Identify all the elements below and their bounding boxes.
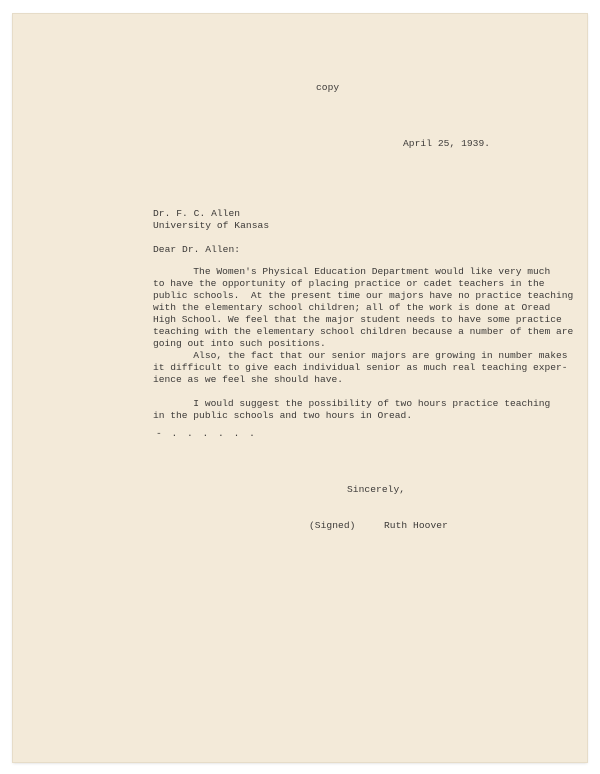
- paragraph-line: teaching with the elementary school children because a number of them are: [153, 326, 574, 337]
- recipient-institution: University of Kansas: [153, 220, 270, 231]
- letter-date: April 25, 1939.: [403, 138, 491, 149]
- paragraph-line: High School. We feel that the major student needs to have some practice: [153, 314, 562, 325]
- paragraph-line: going out into such positions.: [153, 338, 326, 349]
- paragraph-line: ience as we feel she should have.: [153, 374, 343, 385]
- body-paragraph-2: [153, 350, 568, 386]
- omission-ellipsis: - . . . . . .: [156, 428, 257, 439]
- paragraph-line: public schools. At the present time our majors have no practice teaching: [153, 290, 574, 301]
- signed-note: (Signed): [309, 520, 356, 531]
- salutation: Dear Dr. Allen:: [153, 244, 241, 255]
- paragraph-line: I would suggest the possibility of two hours practice teaching: [153, 398, 551, 409]
- signer-name: Ruth Hoover: [384, 520, 448, 531]
- recipient-name: Dr. F. C. Allen: [153, 208, 241, 219]
- paragraph-line: Also, the fact that our senior majors are growing in number makes: [153, 350, 568, 361]
- body-paragraph-3: [153, 398, 550, 422]
- paragraph-line: it difficult to give each individual senior as much real teaching exper-: [153, 362, 568, 373]
- paragraph-line: in the public schools and two hours in Oread.: [153, 410, 413, 421]
- paragraph-line: The Women's Physical Education Department would like very much: [153, 266, 551, 277]
- closing: Sincerely,: [347, 484, 406, 495]
- paragraph-line: to have the opportunity of placing practice or cadet teachers in the: [153, 278, 545, 289]
- letter-page: [13, 14, 587, 762]
- body-paragraph-1: [153, 266, 573, 350]
- paragraph-line: with the elementary school children; all of the work is done at Oread: [153, 302, 551, 313]
- copy-label: copy: [316, 82, 340, 93]
